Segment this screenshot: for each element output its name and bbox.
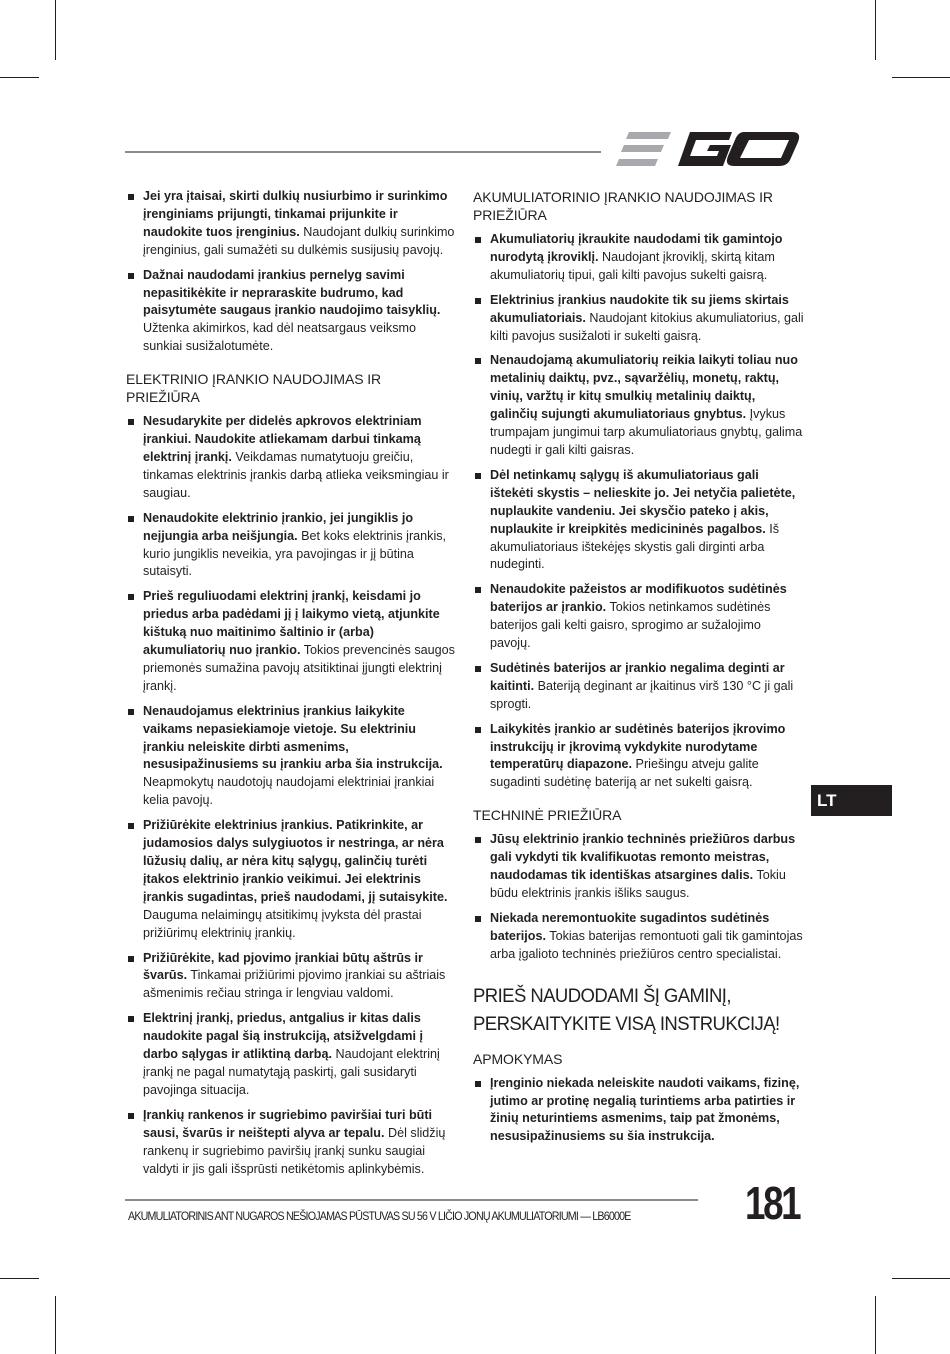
crop-mark <box>0 1278 39 1279</box>
item-text: Naudojant kitokius akumuliatorius, gali kilti pavojus susižaloti ir sukelti gaisrą. <box>490 310 804 343</box>
section-title-training: APMOKYMAS <box>473 1050 563 1067</box>
crop-mark <box>892 1278 950 1279</box>
bullet-square-icon <box>475 237 481 243</box>
item-text: Naudojant dulkių surinkimo įrenginius, gali sumažėti su dulkėmis susijusių pavojų. <box>143 224 455 257</box>
bullet-square-icon <box>128 709 134 715</box>
crop-mark <box>875 1296 876 1354</box>
list-item <box>126 267 455 357</box>
item-text: Užtenka akimirkos, kad dėl neatsargaus veiksmo sunkiai susižalotumėte. <box>143 321 416 354</box>
item-bold-text: Akumuliatorių įkraukite naudodami tik gamintojo nurodytą įkroviklį. <box>490 232 783 264</box>
bullet-square-icon <box>475 298 481 304</box>
bullet-square-icon <box>128 956 134 962</box>
left-column <box>126 188 455 1185</box>
header-rule <box>125 151 601 153</box>
item-bold-text: Įrankių rankenos ir sugriebimo paviršiai turi būti sausi, švarūs ir neištepti alyva ar tepalu. <box>143 1107 433 1140</box>
bullet-square-icon <box>128 594 134 600</box>
list-item <box>126 510 455 582</box>
item-bold-text: Nenaudokite elektrinio įrankio, jei jungiklis jo neįjungia arba neišjungia. <box>143 510 414 543</box>
item-text: Tokiu būdu elektrinis įrankis išliks saugus. <box>490 868 786 900</box>
bullet-square-icon <box>475 666 481 672</box>
list-item <box>473 721 804 793</box>
section-title-service: TECHNINĖ PRIEŽIŪRA <box>473 807 622 824</box>
intro-list <box>126 188 455 356</box>
item-bold-text: Elektrinį įrankį, priedus, antgalius ir kitas dalis naudokite pagal šią instrukciją, atsižvelgdami į darbo sąlygas ir atliktiną darbą. <box>143 1011 423 1062</box>
list-item <box>126 188 455 260</box>
item-text: Dauguma nelaimingų atsitikimų įvyksta dėl prastai prižiūrimų elektrinių įrankių. <box>143 907 422 940</box>
item-text: Tinkamai prižiūrimi pjovimo įrankiai su aštriais ašmenimis rečiau stringa ir lengviau valdomi. <box>143 968 446 1001</box>
item-text: Tokias baterijas remontuoti gali tik gamintojas arba įgalioto techninės priežiūros centro specialistai. <box>490 928 803 961</box>
bullet-square-icon <box>128 1016 134 1022</box>
bullet-square-icon <box>475 587 481 593</box>
bullet-square-icon <box>475 837 481 843</box>
item-bold-text: Nenaudojamą akumuliatorių reikia laikyti toliau nuo metalinių daiktų, pvz., sąvaržėlių, monetų, raktų, vinių, varžtų ir kitų smulkių metalinių daiktų, galinčių sujungti akumuliatoriaus gnybtus. <box>490 353 798 422</box>
list-item <box>473 467 804 574</box>
list-item <box>126 1010 455 1100</box>
list-item <box>126 1107 455 1179</box>
bullet-square-icon <box>475 358 481 364</box>
item-bold-text: Prižiūrėkite elektrinius įrankius. Patikrinkite, ar judamosios dalys sulygiuotos ir nestringa, ar nėra lūžusių dalių, ar nėra kitų sąlygų, galinčių turėti įtakos elektrinio įrankio veikimui. Jei elektrinis įrankis sugadintas, prieš naudodami, jį sutaisykite. <box>143 818 448 904</box>
training-list <box>473 1075 804 1147</box>
item-bold-text: Nenaudojamus elektrinius įrankius laikykite vaikams nepasiekiamoje vietoje. Su elektriniu įrankiu neleiskite dirbti asmenims, nesusipažinusiems su įrankiu arba šia instrukcija. <box>143 703 443 772</box>
item-bold-text: Elektrinius įrankius naudokite tik su jiems skirtais akumuliatoriais. <box>490 292 789 325</box>
language-tab: LT <box>811 785 892 816</box>
list-item <box>126 703 455 810</box>
crop-mark <box>0 77 39 78</box>
item-bold-text: Jei yra įtaisai, skirti dulkių nusiurbimo ir surinkimo įrenginiams prijungti, tinkamai prijunkite ir naudokite tuos įrenginius. <box>143 189 448 239</box>
item-text: Naudojant elektrinį įrankį ne pagal numatytąją paskirtį, gali susidaryti pavojinga situacija. <box>143 1047 440 1097</box>
service-list <box>473 831 804 963</box>
bullet-square-icon <box>128 419 134 425</box>
read-instructions-line1: PRIEŠ NAUDODAMI ŠĮ GAMINĮ, <box>473 984 731 1007</box>
crop-mark <box>875 0 876 60</box>
bullet-square-icon <box>128 823 134 829</box>
right-column <box>473 188 804 1153</box>
list-item <box>473 292 804 346</box>
item-bold-text: Sudėtinės baterijos ar įrankio negalima deginti ar kaitinti. <box>490 660 785 693</box>
list-item <box>473 1075 804 1147</box>
list-item <box>473 581 804 653</box>
crop-mark <box>55 0 56 60</box>
item-bold-text: Dažnai naudodami įrankius pernelyg savimi nepasitikėkite ir nepraraskite budrumo, kad paisytumėte saugaus įrankio naudojimo taisyklių. <box>143 267 441 318</box>
item-text: Naudojant įkroviklį, skirtą kitam akumuliatorių tipui, gali kilti pavojus sukelti gaisrą. <box>490 249 775 282</box>
bullet-square-icon <box>128 516 134 522</box>
item-bold-text: Dėl netinkamų sąlygų iš akumuliatoriaus gali ištekėti skystis – nelieskite jo. Jei netyčia palietėte, nuplaukite vandeniu. Jei skysčio pateko į akis, nuplaukite ir kreipkitės medicininės pagalbos. <box>490 467 796 536</box>
bullet-square-icon <box>475 727 481 733</box>
section-title-battery-tool-use: AKUMULIATORINIO ĮRANKIO NAUDOJIMAS IR PRIEŽIŪRA <box>473 189 773 223</box>
item-text: Neapmokytų naudotojų naudojami elektriniai įrankiai kelia pavojų. <box>143 775 435 808</box>
item-bold-text: Laikykitės įrankio ar sudėtinės baterijos įkrovimo instrukcijų ir įkrovimą vykdykite nurodytame temperatūrų diapazone. <box>490 721 786 772</box>
ego-logo <box>616 128 800 172</box>
bullet-square-icon <box>475 473 481 479</box>
bullet-square-icon <box>128 1113 134 1119</box>
footer-product-title: AKUMULIATORINIS ANT NUGAROS NEŠIOJAMAS PŪSTUVAS SU 56 V LIČIO JONŲ AKUMULIATORIUMI — LB6000E <box>128 1209 631 1223</box>
item-text: Bateriją deginant ar įkaitinus virš 130 °C ji gali sprogti. <box>490 678 794 711</box>
item-bold-text: Nenaudokite pažeistos ar modifikuotos sudėtinės baterijos ar įrankio. <box>490 582 787 615</box>
crop-mark <box>55 1296 56 1354</box>
footer-rule <box>125 1199 698 1201</box>
bullet-square-icon <box>475 916 481 922</box>
bullet-square-icon <box>128 194 134 200</box>
item-text: Dėl slidžių rankenų ir sugriebimo paviršių įrankį sunku saugiai valdyti ir jis gali išsprūsti netikėtomis aplinkybėmis. <box>143 1125 446 1176</box>
item-bold-text: Prieš reguliuodami elektrinį įrankį, keisdami jo priedus arba padėdami jį į laikymo vietą, atjunkite kištuką nuo maitinimo šaltinio ir (arba) akumuliatorių nuo įrankio. <box>143 589 440 658</box>
section-title-power-tool-use: ELEKTRINIO ĮRANKIO NAUDOJIMAS IR PRIEŽIŪRA <box>126 371 382 406</box>
read-instructions-title <box>473 982 787 1038</box>
power-tool-list <box>126 413 455 1178</box>
item-bold-text: Įrenginio niekada neleiskite naudoti vaikams, fizinę, jutimo ar protinę negalią turintiems arba patirties ir žinių neturintiems asmenims, taip pat žmonėms, nesusipažinusiems su šia instrukcija. <box>490 1075 800 1144</box>
item-bold-text: Prižiūrėkite, kad pjovimo įrankiai būtų aštrūs ir švarūs. <box>143 950 423 983</box>
item-text: Tokios netinkamos sudėtinės baterijos gali kelti gaisro, sprogimo ar sužalojimo pavojų. <box>490 600 771 651</box>
crop-mark <box>892 77 950 78</box>
item-bold-text: Jūsų elektrinio įrankio techninės priežiūros darbus gali vykdyti tik kvalifikuotas remonto meistras, naudodamas tik identiškas atsargines dalis. <box>490 832 796 883</box>
bullet-square-icon <box>475 1081 481 1087</box>
list-item <box>126 817 455 942</box>
item-text: Tokios prevencinės saugos priemonės sumažina pavojų atsitiktinai įjungti elektrinį įrankį. <box>143 643 455 693</box>
list-item <box>473 231 804 285</box>
item-text: Bet koks elektrinis įrankis, kurio jungiklis neveikia, yra pavojingas ir jį būtina sutaisyti. <box>143 528 447 579</box>
list-item <box>473 352 804 459</box>
item-text: Įvykus trumpajam jungimui tarp akumuliatoriaus gnybtų, galima nudegti ir gali kilti gaisras. <box>490 407 803 457</box>
list-item <box>473 831 804 903</box>
item-text: Priešingu atveju galite sugadinti sudėtinę bateriją ar net sukelti gaisrą. <box>490 757 759 790</box>
list-item <box>126 950 455 1004</box>
item-text: Iš akumuliatoriaus ištekėjęs skystis gali dirginti arba nudeginti. <box>490 521 780 572</box>
list-item <box>126 413 455 503</box>
read-instructions-line2: PERSKAITYKITE VISĄ INSTRUKCIJĄ! <box>473 1012 780 1035</box>
list-item <box>126 588 455 695</box>
battery-list <box>473 231 804 792</box>
item-bold-text: Nesudarykite per didelės apkrovos elektriniam įrankiui. Naudokite atliekamam darbui tinkamą elektrinį įrankį. <box>143 414 422 464</box>
page-number: 181 <box>745 1177 800 1229</box>
list-item <box>473 910 804 964</box>
list-item <box>473 660 804 714</box>
bullet-square-icon <box>128 273 134 279</box>
item-text: Veikdamas numatytuoju greičiu, tinkamas elektrinis įrankis darbą atlieka veiksmingiau ir saugiau. <box>143 449 449 500</box>
item-bold-text: Niekada neremontuokite sugadintos sudėtinės baterijos. <box>490 910 770 943</box>
